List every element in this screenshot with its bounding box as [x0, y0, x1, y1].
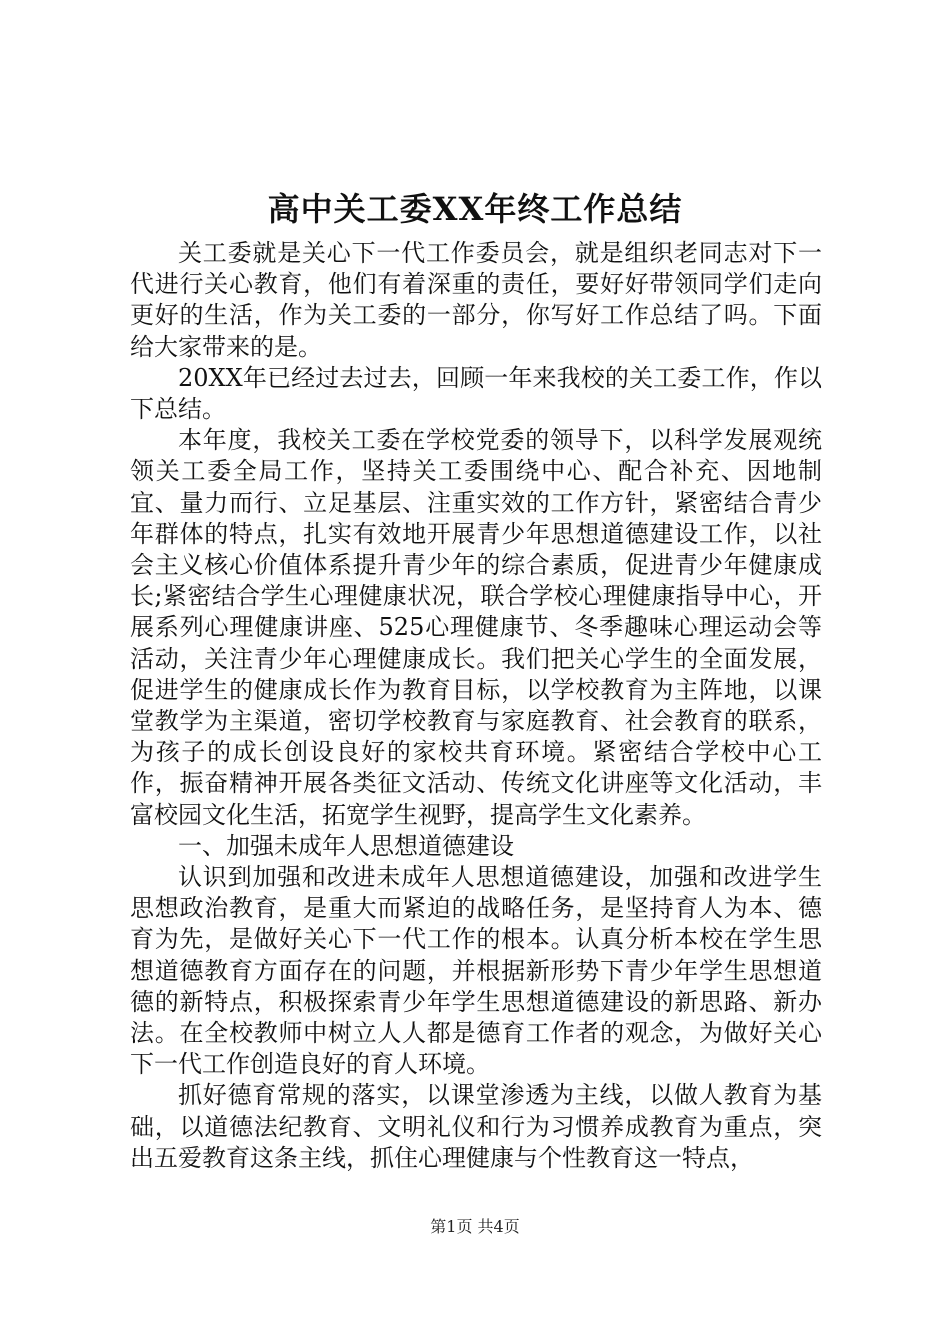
paragraph-routine-moral-education: 抓好德育常规的落实，以课堂渗透为主线，以做人教育为基础，以道德法纪教育、文明礼仪和行为习惯养成教育为重点，突出五爱教育这条主线，抓住心理健康与个性教育这一特点，	[130, 1081, 822, 1172]
paragraph-moral-education: 认识到加强和改进未成年人思想道德建设，加强和改进学生思想政治教育，是重大而紧迫的战略任务，是坚持育人为本、德育为先，是做好关心下一代工作的根本。认真分析本校在学生思想道德教育方面存在的问题，并根据新形势下青少年学生思想道德的新特点，积极探索青少年学生思想道德建设的新思路、新办法。在全校教师中树立人人都是德育工作者的观念，为做好关心下一代工作创造良好的育人环境。	[130, 863, 822, 1079]
paragraph-review: 20XX年已经过去过去，回顾一年来我校的关工委工作，作以下总结。	[130, 363, 822, 424]
document-body	[130, 238, 822, 1174]
document-title: 高中关工委XX年终工作总结	[267, 190, 683, 228]
section-heading-moral-education: 一、加强未成年人思想道德建设	[178, 831, 514, 860]
page-indicator: 第1页 共4页	[430, 1217, 520, 1236]
paragraph-annual-work: 本年度，我校关工委在学校党委的领导下，以科学发展观统领关工委全局工作，坚持关工委围绕中心、配合补充、因地制宜、量力而行、立足基层、注重实效的工作方针，紧密结合青少年群体的特点，扎实有效地开展青少年思想道德建设工作，以社会主义核心价值体系提升青少年的综合素质，促进青少年健康成长;紧密结合学生心理健康状况，联合学校心理健康指导中心，开展系列心理健康讲座、525心理健康节、冬季趣味心理运动会等活动，关注青少年心理健康成长。我们把关心学生的全面发展，促进学生的健康成长作为教育目标，以学校教育为主阵地，以课堂教学为主渠道，密切学校教育与家庭教育、社会教育的联系，为孩子的成长创设良好的家校共育环境。紧密结合学校中心工作，振奋精神开展各类征文活动、传统文化讲座等文化活动，丰富校园文化生活，拓宽学生视野，提高学生文化素养。	[130, 426, 822, 829]
paragraph-intro: 关工委就是关心下一代工作委员会，就是组织老同志对下一代进行关心教育，他们有着深重的责任，要好好带领同学们走向更好的生活，作为关工委的一部分，你写好工作总结了吗。下面给大家带来的是。	[130, 239, 822, 361]
